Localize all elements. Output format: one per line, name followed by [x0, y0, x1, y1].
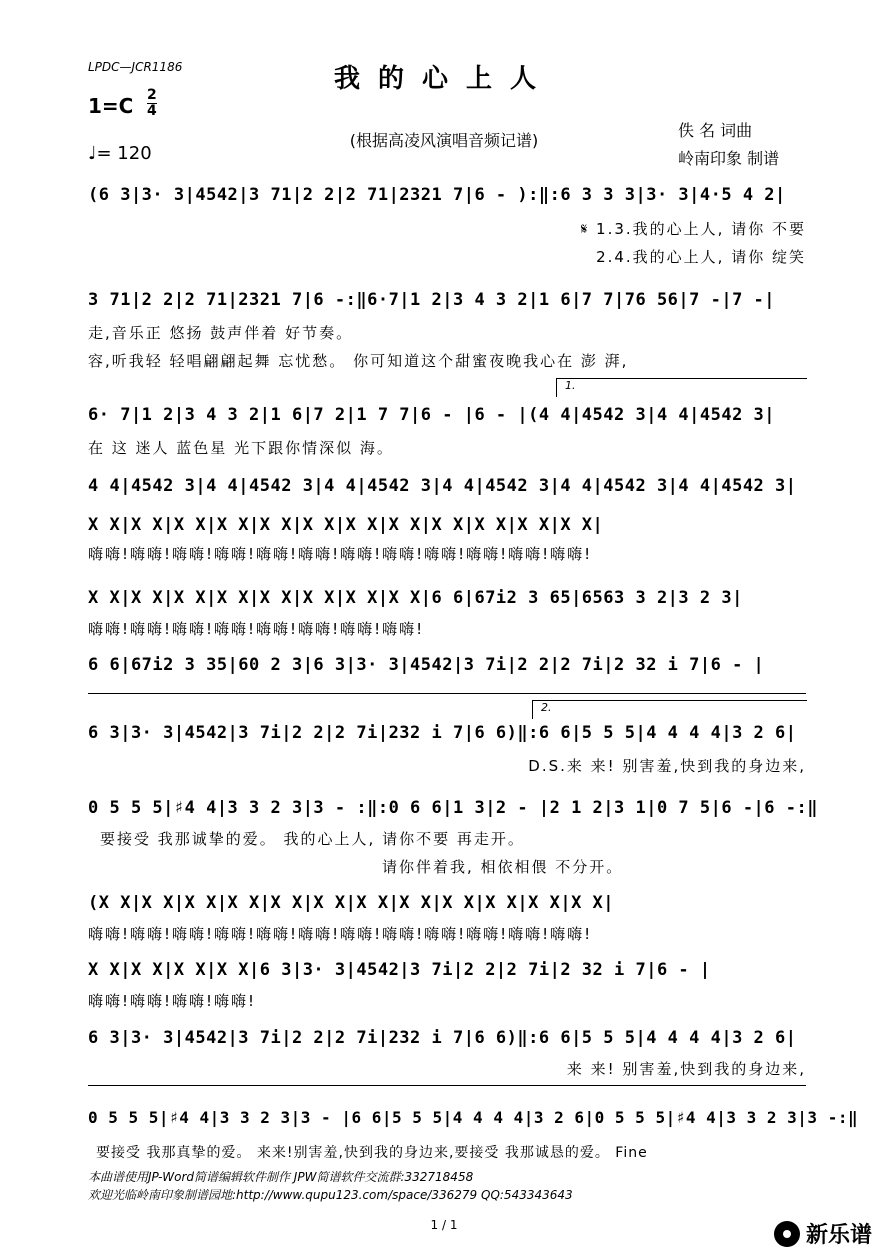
- page-number: 1 / 1: [430, 1218, 458, 1232]
- notation-line-6: X X|X X|X X|X X|X X|X X|X X|X X|6 6|67i2 3 65|6563 3 2|3 2 3|: [88, 588, 743, 608]
- score-code: LPDC—JCR1186: [88, 60, 183, 74]
- notation-line-13: 0 5 5 5|♯4 4|3 3 2 3|3 - |6 6|5 5 5|4 4 4 4|3 2 6|0 5 5 5|♯4 4|3 3 2 3|3 -:‖: [88, 1108, 859, 1127]
- song-title: 我的心上人: [333, 64, 554, 94]
- lyric-line-8a: D.S.来 来! 别害羞,快到我的身边来,: [528, 757, 806, 775]
- notation-line-8: 6 3|3· 3|4542|3 7i|2 2|2 7i|232 i 7|6 6)‖:6 6|5 5 5|4 4 4 4|3 2 6|: [88, 723, 797, 743]
- meter-top: 2: [147, 87, 157, 103]
- lyric-line-1b: 2.4.我的心上人, 请你 绽笑: [596, 248, 806, 266]
- notation-line-2: 3 71|2 2|2 71|2321 7|6 -:‖6·7|1 2|3 4 3 2|1 6|7 7|76 56|7 -|7 -|: [88, 290, 776, 310]
- footer-software: 本曲谱使用JP-Word简谱编辑软件制作 JPW简谱软件交流群:332718458: [88, 1170, 474, 1184]
- lyric-line-2a: 走,音乐正 悠扬 鼓声伴着 好节奏。: [88, 324, 354, 342]
- meter-bottom: 4: [147, 103, 157, 119]
- notation-line-3: 6· 7|1 2|3 4 3 2|1 6|7 2|1 7 7|6 - |6 - |(4 4|4542 3|4 4|4542 3|: [88, 405, 776, 425]
- lyric-line-11a: 嗨嗨!嗨嗨!嗨嗨!嗨嗨!: [88, 992, 257, 1010]
- key-signature: 1=C: [88, 94, 134, 118]
- notation-line-1: (6 3|3· 3|4542|3 71|2 2|2 71|2321 7|6 - ):‖:6 3 3 3|3· 3|4·5 4 2|: [88, 185, 786, 205]
- lyric-line-5a: 嗨嗨!嗨嗨!嗨嗨!嗨嗨!嗨嗨!嗨嗨!嗨嗨!嗨嗨!嗨嗨!嗨嗨!嗨嗨!嗨嗨!: [88, 545, 593, 563]
- notation-line-4: 4 4|4542 3|4 4|4542 3|4 4|4542 3|4 4|4542 3|4 4|4542 3|4 4|4542 3|: [88, 476, 797, 496]
- notation-line-10: (X X|X X|X X|X X|X X|X X|X X|X X|X X|X X|X X|X X|: [88, 893, 615, 913]
- time-signature: [147, 88, 157, 119]
- notation-line-11: X X|X X|X X|X X|6 3|3· 3|4542|3 7i|2 2|2 7i|2 32 i 7|6 - |: [88, 960, 711, 980]
- volta-first-ending: [556, 378, 807, 397]
- record-disc-icon: [774, 1221, 800, 1247]
- volta-second-ending: [532, 700, 807, 719]
- notation-line-5: X X|X X|X X|X X|X X|X X|X X|X X|X X|X X|X X|X X|: [88, 515, 604, 535]
- lyric-line-9a: 要接受 我那诚挚的爱。 我的心上人, 请你不要 再走开。: [100, 830, 525, 848]
- lyric-line-13a: 要接受 我那真挚的爱。 来来!别害羞,快到我的身边来,要接受 我那诚恳的爱。 Fine: [96, 1145, 648, 1161]
- credit-lyrics: 佚 名 词曲: [678, 121, 753, 140]
- lyric-line-2b: 容,听我轻 轻唱翩翩起舞 忘忧愁。 你可知道这个甜蜜夜晚我心在 澎 湃,: [88, 352, 629, 370]
- footer-website: 欢迎光临岭南印象制谱园地:http://www.qupu123.com/space/336279 QQ:543343643: [88, 1188, 573, 1202]
- notation-line-12: 6 3|3· 3|4542|3 7i|2 2|2 7i|232 i 7|6 6)‖:6 6|5 5 5|4 4 4 4|3 2 6|: [88, 1028, 797, 1048]
- site-logo[interactable]: [774, 1218, 872, 1249]
- volta-2-label: 2.: [541, 701, 552, 714]
- volta-1-label: 1.: [565, 379, 576, 392]
- tempo-marking: ♩= 120: [88, 143, 152, 164]
- lyric-line-12a: 来 来! 别害羞,快到我的身边来,: [566, 1060, 806, 1078]
- volta-line: [88, 693, 806, 694]
- notation-line-7: 6 6|67i2 3 35|60 2 3|6 3|3· 3|4542|3 7i|2 2|2 7i|2 32 i 7|6 - |: [88, 655, 765, 675]
- lyric-line-3a: 在 这 迷人 蓝色星 光下跟你情深似 海。: [88, 439, 394, 457]
- lyric-line-10a: 嗨嗨!嗨嗨!嗨嗨!嗨嗨!嗨嗨!嗨嗨!嗨嗨!嗨嗨!嗨嗨!嗨嗨!嗨嗨!嗨嗨!: [88, 925, 593, 943]
- lyric-line-6a: 嗨嗨!嗨嗨!嗨嗨!嗨嗨!嗨嗨!嗨嗨!嗨嗨!嗨嗨!: [88, 620, 425, 638]
- subtitle: (根据高凌风演唱音频记谱): [349, 131, 539, 150]
- logo-text: 新乐谱: [805, 1223, 872, 1248]
- notation-line-9: 0 5 5 5|♯4 4|3 3 2 3|3 - :‖:0 6 6|1 3|2 - |2 1 2|3 1|0 7 5|6 -|6 -:‖: [88, 798, 818, 818]
- closing-line: [88, 1085, 806, 1086]
- lyric-line-9b: 请你伴着我, 相依相偎 不分开。: [382, 858, 624, 876]
- credit-arranger: 岭南印象 制谱: [678, 149, 780, 168]
- lyric-line-1a: 𝄋 1.3.我的心上人, 请你 不要: [580, 220, 806, 238]
